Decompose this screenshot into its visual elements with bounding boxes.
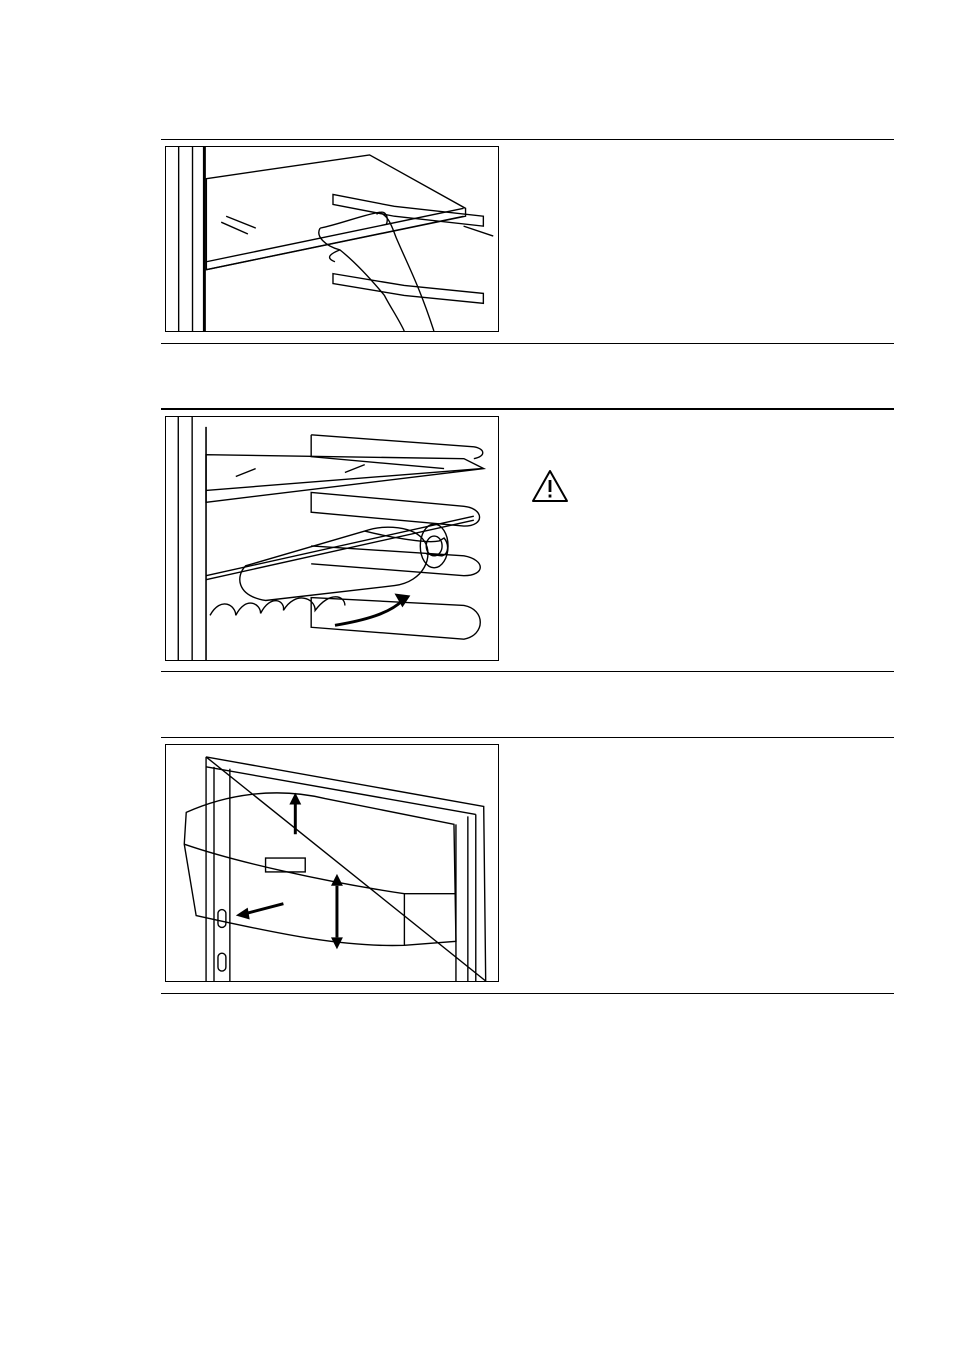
bottle-rack-illustration [165,416,499,661]
warning-triangle-icon [530,468,570,504]
section-2-top-rule [161,408,894,410]
section-2-bottom-rule [161,671,894,672]
section-3-top-rule [161,737,894,738]
section-1-top-rule [161,139,894,140]
section-1-bottom-rule [161,343,894,344]
door-balcony-illustration [165,744,499,982]
section-3-bottom-rule [161,993,894,994]
shelf-removal-illustration [165,146,499,332]
